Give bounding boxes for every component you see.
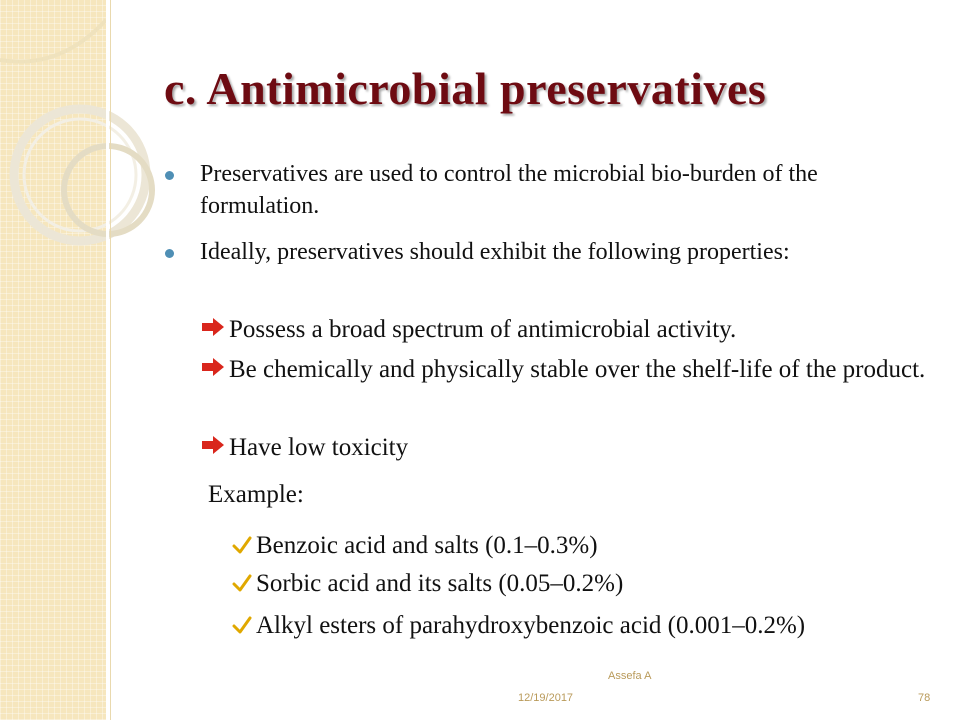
- example-label: Example:: [208, 481, 304, 508]
- property-item: [202, 314, 942, 345]
- checkmark-icon: [232, 573, 252, 593]
- example-item: [232, 568, 912, 599]
- property-text: Be chemically and physically stable over the shelf-life of the product.: [229, 356, 926, 383]
- bullet-item: [172, 236, 902, 268]
- arrow-right-icon: [202, 358, 224, 376]
- checkmark-icon: [232, 535, 252, 555]
- bullet-item: [172, 158, 902, 222]
- property-text: Possess a broad spectrum of antimicrobial activity.: [229, 316, 737, 343]
- example-text: Sorbic acid and its salts (0.05–0.2%): [256, 570, 624, 597]
- arrow-right-icon: [202, 318, 224, 336]
- footer-date: 12/19/2017: [518, 692, 574, 704]
- footer-author: Assefa A: [608, 670, 652, 682]
- bullet-text: Ideally, preservatives should exhibit the following properties:: [200, 239, 790, 265]
- arrow-right-icon: [202, 436, 224, 454]
- example-text: Alkyl esters of parahydroxybenzoic acid (0.001–0.2%): [256, 612, 806, 639]
- property-item: [202, 354, 942, 385]
- bullet-text: Preservatives are used to control the microbial bio-burden of the formulation.: [200, 161, 818, 219]
- property-item: [202, 432, 942, 463]
- bullet-dot-icon: [165, 249, 174, 258]
- example-item: [232, 610, 912, 641]
- checkmark-icon: [232, 615, 252, 635]
- example-item: [232, 530, 912, 561]
- footer-page-number: 78: [918, 692, 931, 704]
- slide-title: c. Antimicrobial preservatives: [164, 63, 767, 114]
- property-text: Have low toxicity: [229, 434, 409, 461]
- bullet-dot-icon: [165, 171, 174, 180]
- example-text: Benzoic acid and salts (0.1–0.3%): [256, 532, 598, 559]
